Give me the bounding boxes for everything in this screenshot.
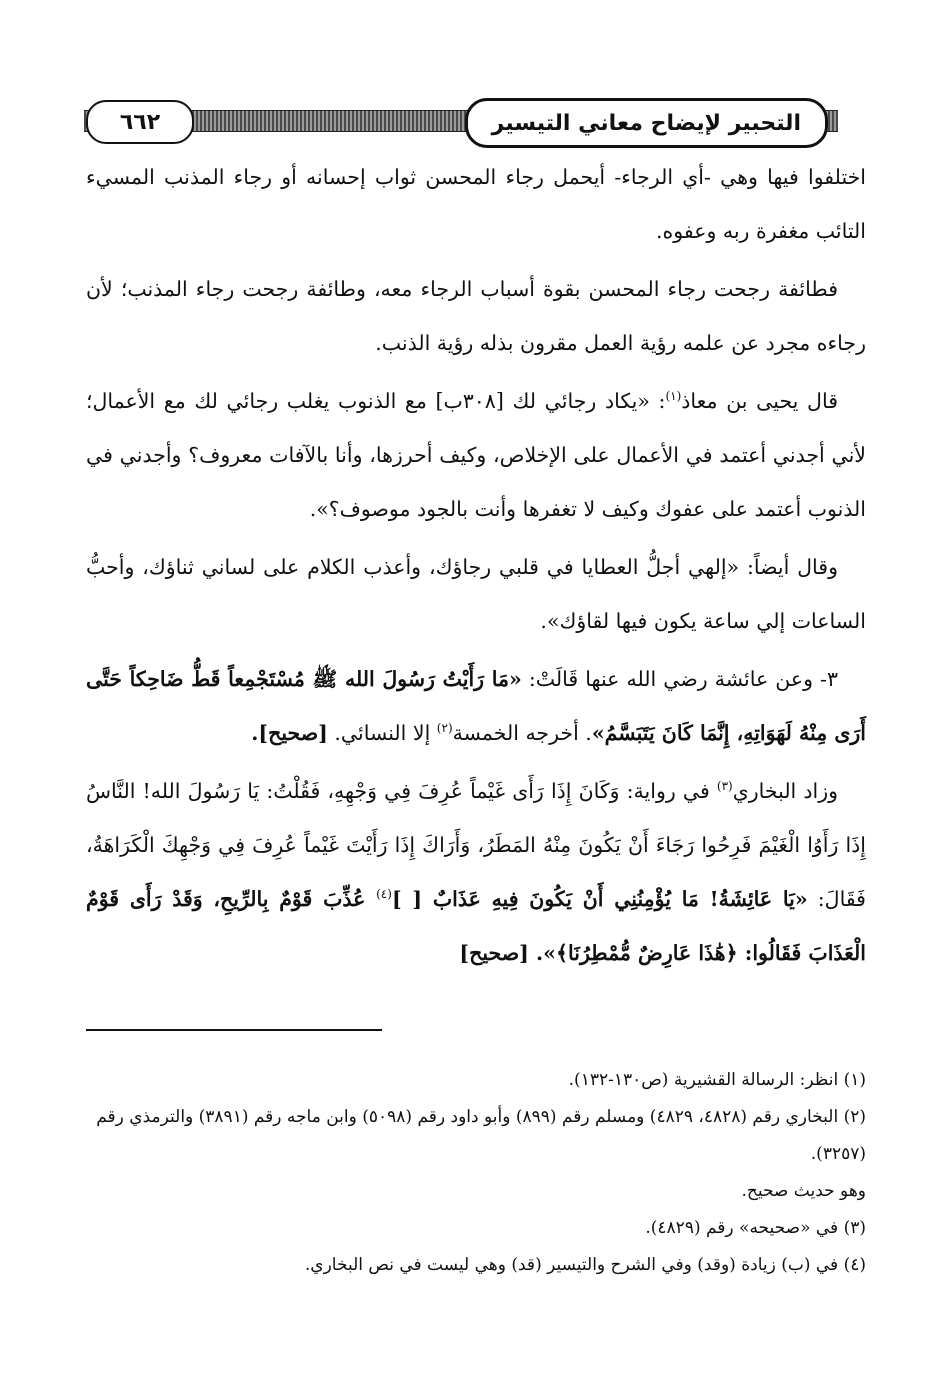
paragraph-3-quote: : «يكاد رجائي لك [٣٠٨ب] مع الذنوب يغلب رجائي لك مع الأعمال؛ لأني أجدني أعتمد في الأعمال على الإخلاص، وكيف أحرزها، وأنا بالآفات معروف؟ وأجدني في الذنوب أعتمد على عفوك وكيف لا تغفرها وأنت بالجود موصوف؟». bbox=[86, 389, 866, 521]
hadith-3-source: . أخرجه الخمسة bbox=[452, 721, 592, 745]
paragraph-4: وقال أيضاً: «إلهي أجلُّ العطايا في قلبي رجاؤك، وأعذب الكلام على لساني ثناؤك، وأحبُّ الساعات إلي ساعة يكون فيها لقاؤك». bbox=[86, 555, 866, 633]
footnote-3: (٣) في «صحيحه» رقم (٤٨٢٩). bbox=[645, 1218, 866, 1238]
prophet-reply-cont: عُذِّبَ قَوْمٌ بِالرِّيحِ، وَقَدْ رَأَى قَوْمٌ الْعَذَابَ فَقَالُوا: ﴿هَٰذَا عَارِضٌ مُّمْطِرُنَا﴾». bbox=[86, 887, 866, 965]
grading-badge: [صحيح]. bbox=[251, 721, 328, 745]
bukhari-addition bbox=[86, 764, 866, 980]
hadith-3 bbox=[86, 652, 866, 760]
footnote-2-note: وهو حديث صحيح. bbox=[741, 1181, 866, 1201]
footnote-1: (١) انظر: الرسالة القشيرية (ص١٣٠-١٣٢). bbox=[568, 1070, 866, 1090]
running-header bbox=[84, 96, 838, 144]
footnote-2: (٢) البخاري رقم (٤٨٢٨، ٤٨٢٩) ومسلم رقم (٨٩٩) وأبو داود رقم (٥٠٩٨) وابن ماجه رقم (٣٨٩١) والترمذي رقم (٣٢٥٧). bbox=[96, 1107, 866, 1164]
book-title: التحبير لإيضاح معاني التيسير bbox=[465, 98, 828, 148]
footnote-ref-3: (٣) bbox=[716, 779, 733, 794]
paragraph-2: فطائفة رجحت رجاء المحسن بقوة أسباب الرجاء معه، وطائفة رجحت رجاء المذنب؛ لأن رجاءه مجرد عن علمه رؤية العمل مقرون بذله رؤية الذنب. bbox=[86, 277, 866, 355]
page-number: ٦٦٢ bbox=[86, 100, 194, 144]
hadith-3-text: «مَا رَأَيْتُ رَسُولَ الله ﷺ مُسْتَجْمِعاً قَطُّ ضَاحِكاً حَتَّى أَرَى مِنْهُ لَهَوَاتِهِ، إِنَّمَا كَانَ يَتَبَسَّمُ» bbox=[86, 667, 866, 745]
hadith-3-intro: ٣- وعن عائشة ‬رضي الله عنها قَالَتْ: bbox=[521, 667, 838, 691]
main-text bbox=[86, 150, 866, 980]
footnote-ref-2: (٢) bbox=[436, 721, 453, 736]
footnote-ref-4: (٤) bbox=[376, 887, 392, 902]
paragraph-3-lead: قال يحيى بن معاذ bbox=[681, 389, 838, 413]
hadith-3-exception: إلا النسائي. bbox=[327, 721, 437, 745]
bukhari-narration: في رواية: وَكَانَ إِذَا رَأَى غَيْماً عُرِفَ فِي وَجْهِهِ، فَقُلْتُ: يَا رَسُولَ الله! النَّاسُ إِذَا رَأَوُا الْغَيْمَ فَرِحُوا رَجَاءَ أَنْ يَكُونَ مِنْهُ المَطَرُ، وَأَرَاكَ إِذَا رَأَيْتَ غَيْماً عُرِفَ فِي وَجْهِكَ الْكَرَاهَةُ، فَقَالَ: bbox=[86, 779, 866, 911]
grading-badge-2: [صحيح] bbox=[459, 941, 537, 965]
bukhari-lead: وزاد البخاري bbox=[732, 779, 838, 803]
footnote-separator bbox=[86, 1029, 382, 1031]
footnote-4: (٤) في (ب) زيادة (وقد) وفي الشرح والتيسير (قد) وهي ليست في نص البخاري. bbox=[304, 1255, 866, 1275]
paragraph-3 bbox=[86, 374, 866, 536]
footnote-ref-1: (١) bbox=[665, 389, 682, 404]
footnotes bbox=[86, 1062, 866, 1284]
prophet-reply: «يَا عَائِشَةُ! مَا يُؤْمِنُنِي أَنْ يَكُونَ فِيهِ عَذَابٌ [ ] bbox=[391, 887, 808, 911]
paragraph-1: اختلفوا فيها وهي -أي الرجاء- أيحمل رجاء المحسن ثواب إحسانه أو رجاء المذنب المسيء التائب مغفرة ربه وعفوه. bbox=[86, 165, 866, 243]
